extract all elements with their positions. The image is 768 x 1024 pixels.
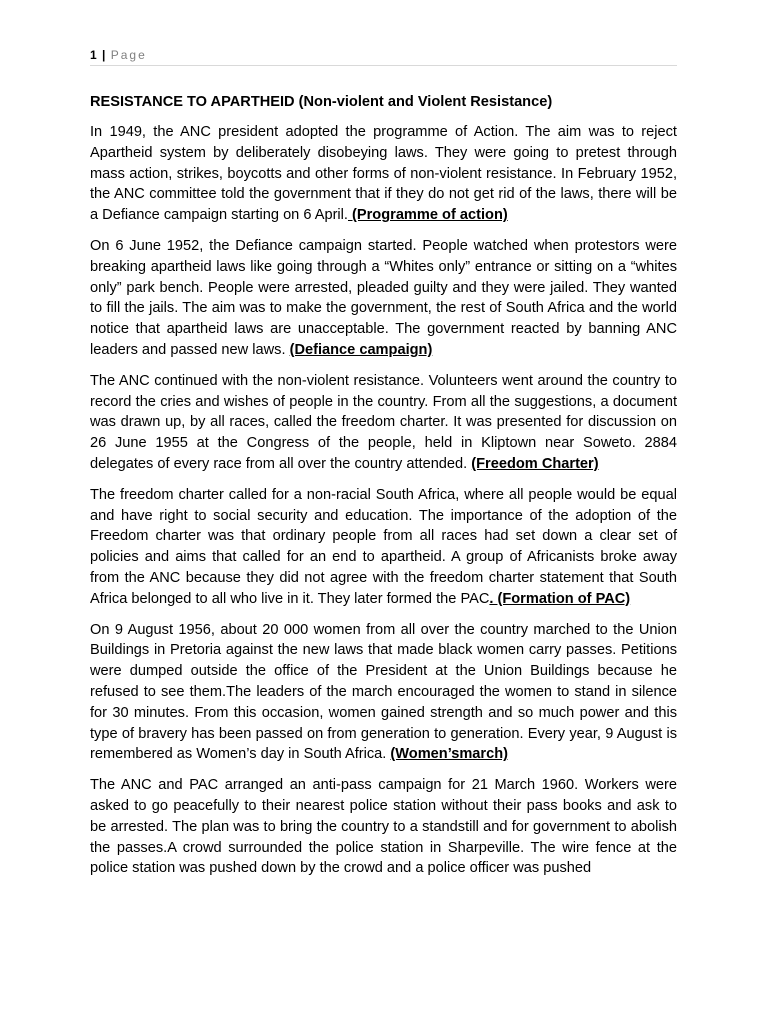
page-number: 1: [90, 48, 97, 62]
paragraph-tag: . (Formation of PAC): [489, 590, 631, 607]
paragraph-text: The ANC and PAC arranged an anti-pass campaign for 21 March 1960. Workers were asked to go peacefully to their nearest police station without their pass books and ask to be arrested. The plan was to bring the country to a standstill and for government to abolish the passes.A crowd surrounded the police station in Sharpeville. The wire fence at the police station was pushed down by the crowd and a police officer was pushed: [90, 777, 677, 877]
paragraph-defiance-campaign: [90, 236, 677, 361]
paragraph-tag: (Defiance campaign): [289, 341, 433, 358]
document-body: [90, 92, 677, 889]
paragraph-tag: (Programme of action): [347, 207, 508, 224]
page-label: Page: [110, 48, 147, 62]
paragraph-tag: (Women’smarch): [390, 746, 508, 763]
paragraph-tag: (Freedom Charter): [471, 455, 599, 472]
paragraph-womens-march: [90, 620, 677, 766]
paragraph-programme-of-action: [90, 122, 677, 226]
paragraph-text: In 1949, the ANC president adopted the programme of Action. The aim was to reject Apartheid system by deliberately disobeying laws. They were going to pretest through mass action, strikes, boycotts and other forms of non-violent resistance. In February 1952, the ANC committee told the government that if they do not get rid of the laws, there will be a Defiance campaign starting on 6 April.: [90, 124, 677, 224]
paragraph-freedom-charter: [90, 371, 677, 475]
paragraph-anti-pass-campaign: [90, 775, 677, 879]
paragraph-text: The ANC continued with the non-violent resistance. Volunteers went around the country to record the cries and wishes of people in the country. From all the suggestions, a document was drawn up, by all races, called the freedom charter. It was presented for discussion on 26 June 1955 at the Congress of the people, held in Kliptown near Soweto. 2884 delegates of every race from all over the country attended.: [90, 372, 677, 472]
paragraph-formation-of-pac: [90, 485, 677, 610]
paragraph-text: The freedom charter called for a non-racial South Africa, where all people would be equal and have right to social security and education. The importance of the adoption of the Freedom charter was that ordinary people from all races had set down a clear set of policies and aims that called for an end to apartheid. A group of Africanists broke away from the ANC because they did not agree with the freedom charter statement that South Africa belonged to all who live in it. They later formed the PAC: [90, 486, 677, 607]
paragraph-text: On 6 June 1952, the Defiance campaign started. People watched when protestors were breaking apartheid laws like going through a “Whites only” entrance or sitting on a “whites only” park bench. People were arrested, pleaded guilty and they were jailed. They wanted to fill the jails. The aim was to make the government, the rest of South Africa and the world notice that apartheid laws are unacceptable. The government reacted by banning ANC leaders and passed new laws.: [90, 237, 677, 358]
paragraph-text: On 9 August 1956, about 20 000 women from all over the country marched to the Union Buildings in Pretoria against the new laws that made black women carry passes. Petitions were dumped outside the office of the President at the Union Buildings because he refused to see them.The leaders of the march encouraged the women to stand in silence for 30 minutes. From this occasion, women gained strength and so much power and this type of bravery has been passed on from generation to generation. Every year, 9 August is remembered as Women’s day in South Africa.: [90, 621, 677, 763]
document-title: RESISTANCE TO APARTHEID (Non-violent and Violent Resistance): [90, 94, 553, 110]
page-separator: |: [102, 48, 106, 62]
page-header: [90, 46, 677, 66]
